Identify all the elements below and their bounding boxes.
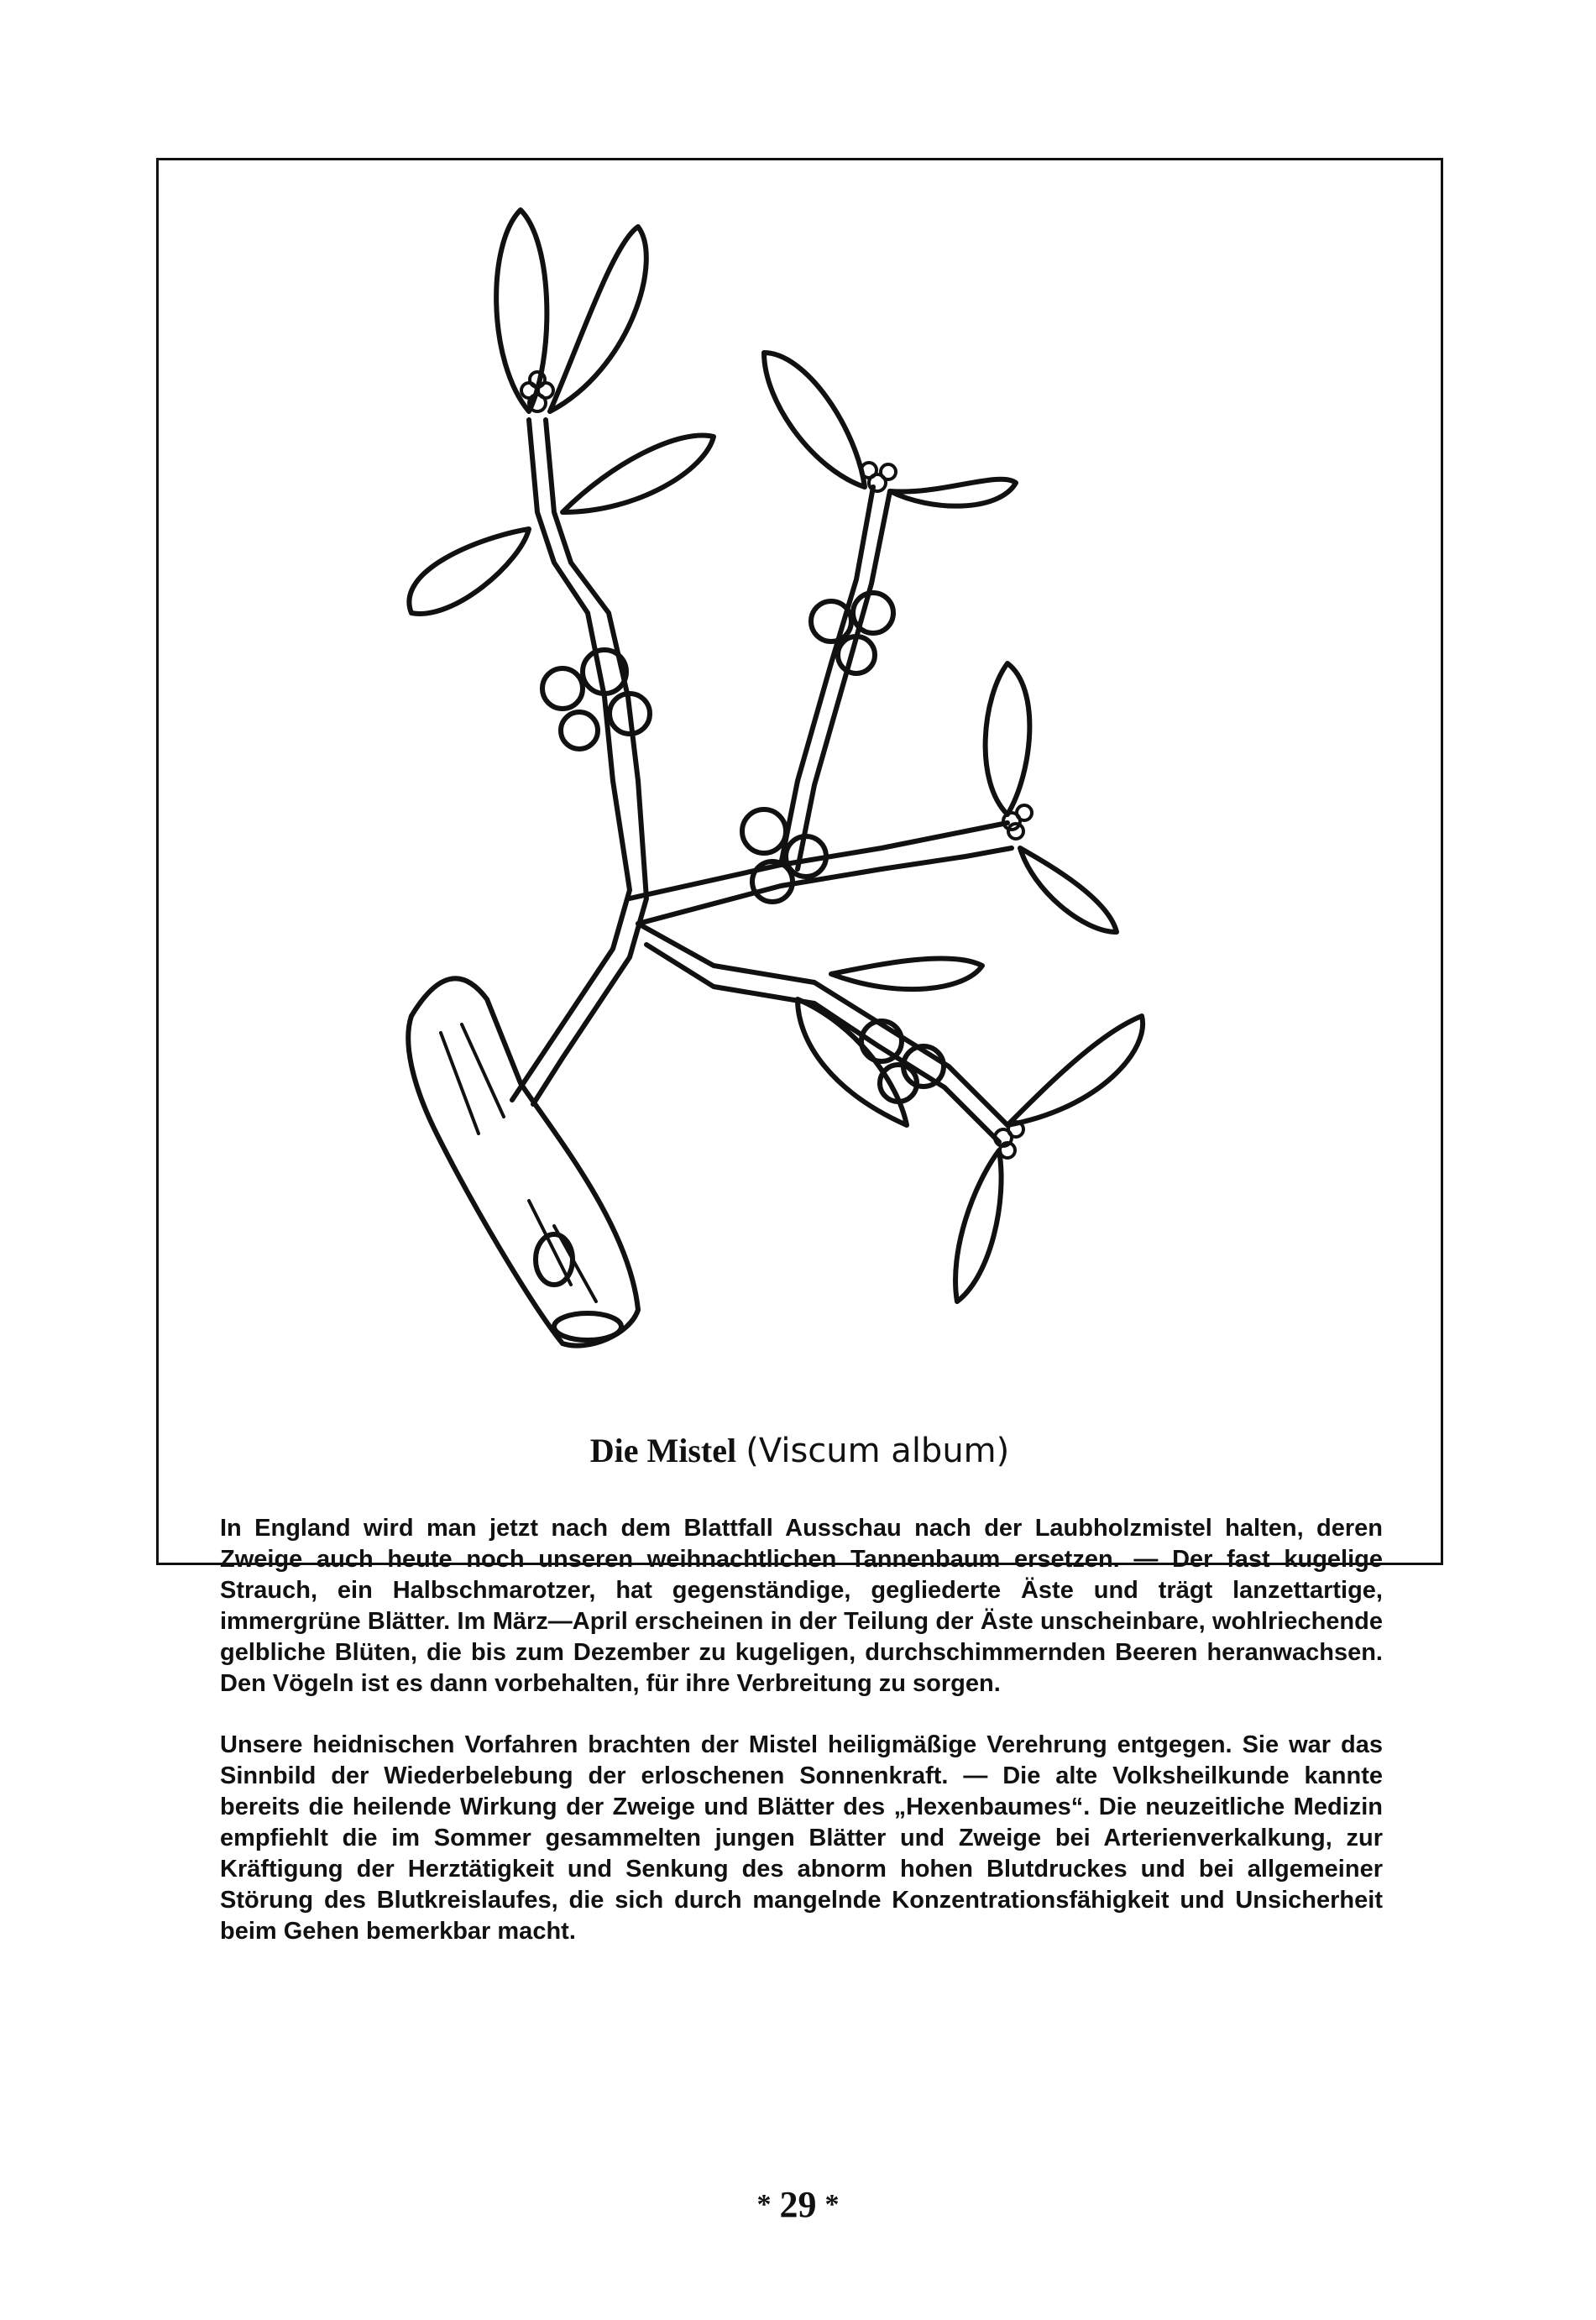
leaf bbox=[550, 227, 646, 411]
star-ornament: * bbox=[756, 2189, 772, 2220]
article-body bbox=[220, 1513, 1383, 1977]
caption-latin-name: (Viscum album) bbox=[746, 1432, 1010, 1470]
paragraph: Unsere heidnischen Vorfahren brachten der Mistel heiligmäßige Verehrung entgegen. Sie war das Sinnbild der Wiederbelebung der erloschenen Sonnenkraft. — Die alte Volksheilkunde kannte bereits die heilende Wirkung der Zweige und Blätter des „Hexenbaumes“. Die neuzeitliche Medizin empfiehlt die im Sommer gesammelten jungen Blätter und Zweige bei Arterienverkalkung, zur Kräftigung der Herztätigkeit und Senkung des abnorm hohen Blutdruckes und bei allgemeiner Störung des Blutkreislaufes, die sich durch mangelnde Konzentrationsfähigkeit und Unsicherheit beim Gehen bemerkbar macht. bbox=[220, 1731, 1383, 1945]
leaf bbox=[764, 353, 865, 487]
berry-cluster bbox=[742, 809, 826, 902]
flower-bud-cluster bbox=[521, 372, 1032, 1158]
leaf bbox=[563, 435, 714, 512]
upper-right-stem bbox=[781, 487, 873, 865]
paragraph: In England wird man jetzt nach dem Blattfall Ausschau nach der Laubholzmistel halten, deren Zweige auch heute noch unseren weihnachtlichen Tannenbaum ersetzen. — Der fast kugelige Strauch, ein Halbschmarotzer, hat gegenständige, gegliederte Äste und trägt lanzettartige, immergrüne Blätter. Im März—April erscheinen in der Teilung der Äste unscheinbare, wohlriechende gelbliche Blüten, die bis zum Dezember zu kugeligen, durchschimmernden Beeren heranwachsen. Den Vögeln ist es dann vorbehalten, für ihre Verbreitung zu sorgen. bbox=[220, 1515, 1383, 1697]
leaf bbox=[409, 529, 529, 614]
leaf bbox=[890, 479, 1016, 506]
leaf bbox=[496, 210, 547, 411]
branch-knot bbox=[536, 1234, 573, 1285]
leaf bbox=[986, 663, 1030, 814]
leaf bbox=[798, 999, 907, 1125]
berry-cluster bbox=[861, 1021, 944, 1102]
page-number-value: 29 bbox=[779, 2184, 817, 2225]
leaf bbox=[1007, 1016, 1143, 1125]
caption-title: Die Mistel bbox=[589, 1432, 737, 1469]
main-stem bbox=[512, 420, 630, 1100]
leaf bbox=[955, 1150, 1002, 1301]
leaf bbox=[831, 958, 982, 989]
figure-caption bbox=[156, 1429, 1443, 1473]
mistletoe-illustration bbox=[361, 193, 1301, 1411]
star-ornament: * bbox=[824, 2189, 840, 2220]
leaf bbox=[1020, 848, 1117, 932]
page-number bbox=[0, 2183, 1596, 2226]
